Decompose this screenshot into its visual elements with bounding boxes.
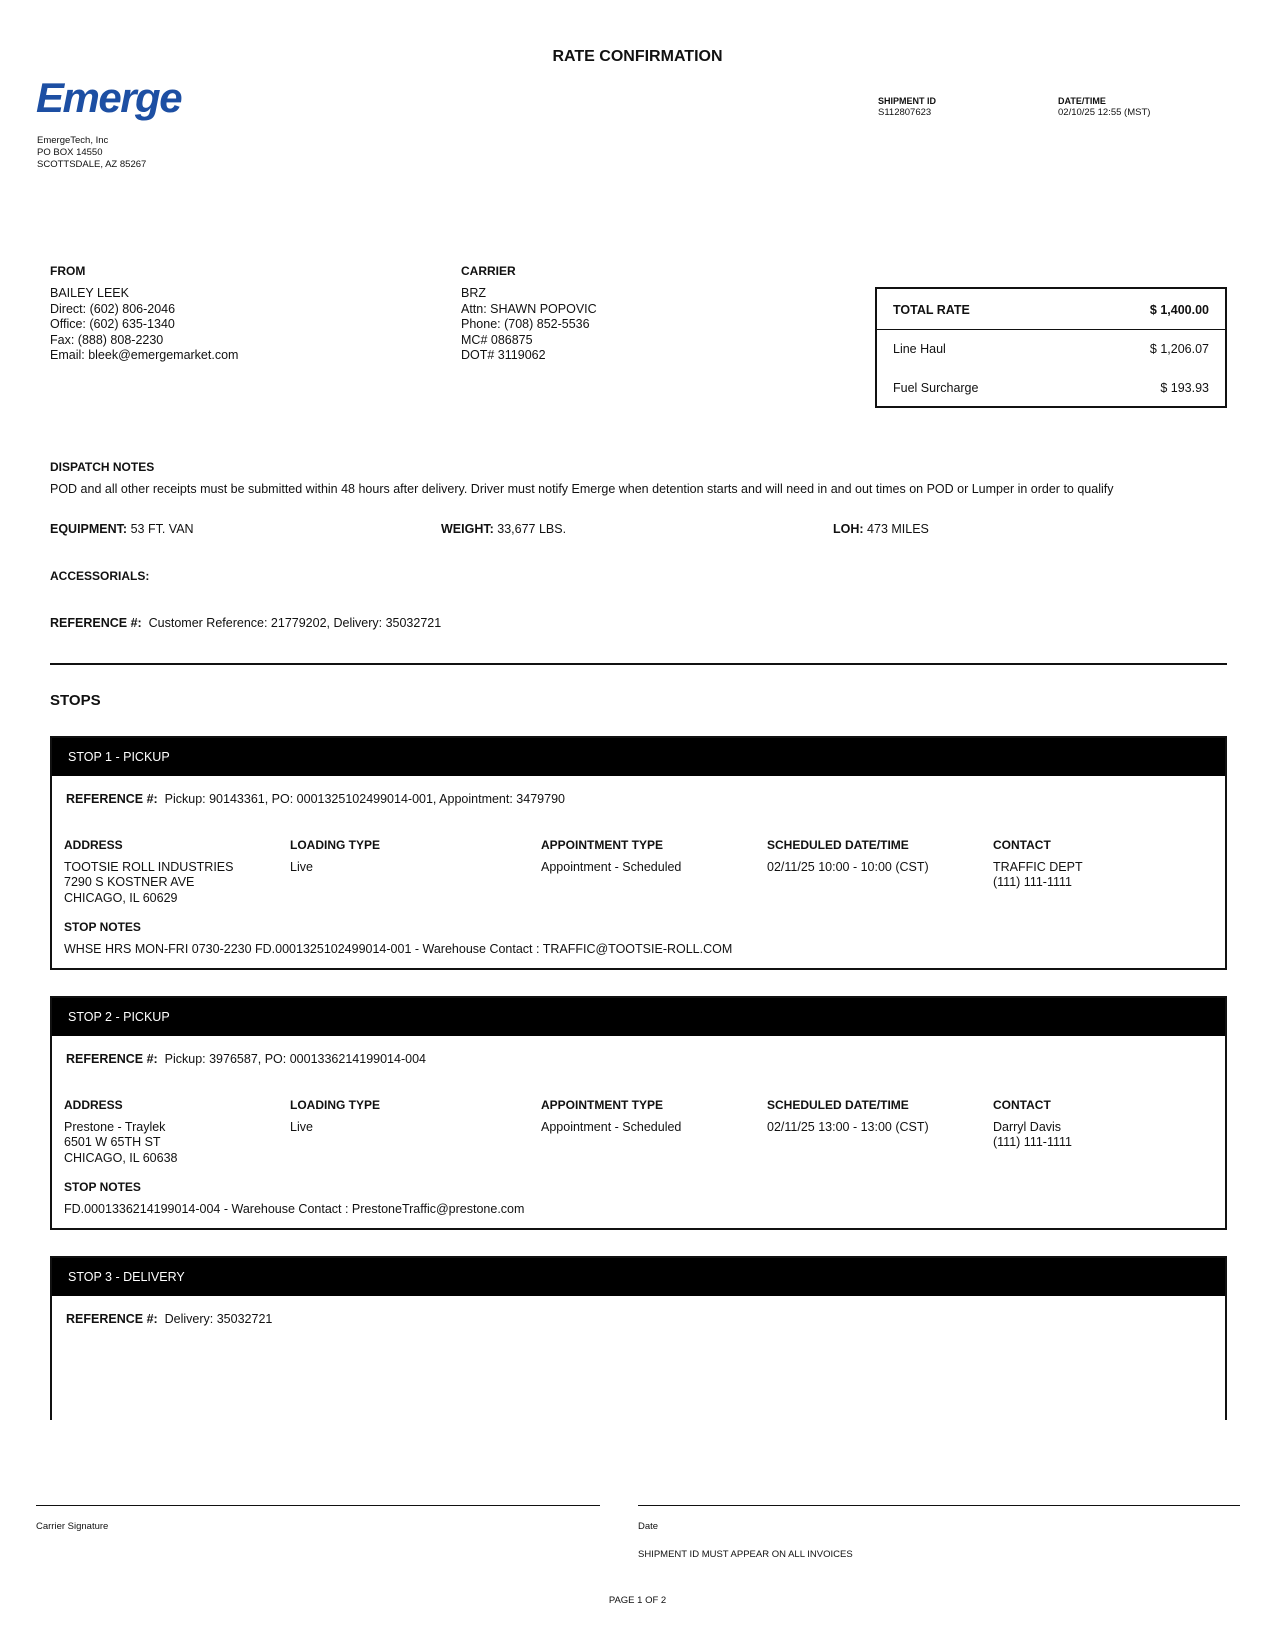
company-po-box: PO BOX 14550 bbox=[37, 147, 103, 158]
company-address bbox=[37, 135, 146, 171]
stop-1-reference bbox=[66, 792, 565, 808]
company-name: EmergeTech, Inc bbox=[37, 135, 109, 146]
stop-3-reference bbox=[66, 1312, 272, 1328]
stop-2-address-line3: CHICAGO, IL 60638 bbox=[64, 1150, 178, 1165]
weight-value: 33,677 LBS. bbox=[497, 522, 567, 536]
stop-3 bbox=[50, 1256, 1227, 1420]
loading-header: LOADING TYPE bbox=[290, 1098, 381, 1112]
address-header: ADDRESS bbox=[64, 1098, 123, 1112]
stop-1-scheduled-value: 02/11/25 10:00 - 10:00 (CST) bbox=[767, 859, 929, 874]
dispatch-notes bbox=[50, 460, 1230, 496]
carrier-phone: Phone: (708) 852-5536 bbox=[461, 317, 590, 331]
stop-1-contact-phone: (111) 111-1111 bbox=[993, 875, 1072, 889]
stop-2-contact-name: Darryl Davis bbox=[993, 1119, 1062, 1134]
company-city: SCOTTSDALE, AZ 85267 bbox=[37, 159, 147, 170]
document-title: RATE CONFIRMATION bbox=[552, 48, 723, 65]
line-haul-label: Line Haul bbox=[893, 342, 946, 356]
stop-2-contact-phone: (111) 111-1111 bbox=[993, 1135, 1072, 1149]
date-signature-line bbox=[638, 1505, 1240, 1506]
stop-1-loading bbox=[290, 838, 380, 875]
carrier-name: BRZ bbox=[461, 286, 486, 300]
stop-1-contact bbox=[993, 838, 1083, 891]
page-number: PAGE 1 OF 2 bbox=[608, 1595, 667, 1606]
from-label: FROM bbox=[50, 264, 86, 278]
company-logo: Emerge bbox=[36, 74, 182, 121]
stop-2-address-line2: 6501 W 65TH ST bbox=[64, 1135, 161, 1149]
stop-2-address bbox=[64, 1098, 177, 1166]
stop-1-appointment-value: Appointment - Scheduled bbox=[541, 859, 682, 874]
stop-2-notes-value: FD.0001336214199014-004 - Warehouse Contact : PrestoneTraffic@prestone.com bbox=[64, 1201, 525, 1216]
fuel-surcharge-label: Fuel Surcharge bbox=[893, 381, 979, 395]
stop-1-notes bbox=[64, 920, 732, 957]
stop-2-reference-value: Pickup: 3976587, PO: 0001336214199014-004 bbox=[164, 1052, 426, 1066]
stop-2-notes bbox=[64, 1180, 524, 1217]
total-rate-value: $ 1,400.00 bbox=[1149, 303, 1209, 317]
fuel-surcharge-value: $ 193.93 bbox=[1160, 381, 1209, 395]
appointment-header: APPOINTMENT TYPE bbox=[541, 838, 664, 852]
stop-notes-header: STOP NOTES bbox=[64, 920, 141, 934]
carrier-mc: MC# 086875 bbox=[461, 332, 533, 347]
equipment bbox=[50, 522, 194, 536]
stop-notes-header: STOP NOTES bbox=[64, 1180, 141, 1194]
from-name: BAILEY LEEK bbox=[50, 286, 129, 300]
loading-header: LOADING TYPE bbox=[290, 838, 381, 852]
stop-1 bbox=[50, 736, 1227, 970]
from-email: Email: bleek@emergemarket.com bbox=[50, 348, 239, 362]
line-haul-value: $ 1,206.07 bbox=[1149, 342, 1209, 356]
loh-value: 473 MILES bbox=[867, 522, 929, 536]
from-office: Office: (602) 635-1340 bbox=[50, 317, 175, 331]
scheduled-header: SCHEDULED DATE/TIME bbox=[767, 838, 909, 852]
equipment-label: EQUIPMENT: bbox=[50, 522, 128, 536]
line-haul-row bbox=[877, 342, 1225, 356]
carrier-attn: Attn: SHAWN POPOVIC bbox=[461, 301, 597, 316]
stop-1-contact-name: TRAFFIC DEPT bbox=[993, 859, 1083, 874]
stop-2-scheduled bbox=[767, 1098, 929, 1135]
stop-1-address-line2: 7290 S KOSTNER AVE bbox=[64, 875, 195, 889]
dispatch-text: POD and all other receipts must be submitted within 48 hours after delivery. Driver must notify Emerge when detention starts and will need in and out times on POD or Lumper in order to qualify bbox=[50, 482, 1114, 496]
weight-label: WEIGHT: bbox=[441, 522, 494, 536]
shipment-id-label: SHIPMENT ID bbox=[878, 96, 937, 106]
stop-2-scheduled-value: 02/11/25 13:00 - 13:00 (CST) bbox=[767, 1119, 929, 1134]
reference-label: REFERENCE #: bbox=[50, 616, 142, 630]
accessorials-label: ACCESSORIALS: bbox=[50, 569, 150, 583]
total-rate-label: TOTAL RATE bbox=[893, 303, 970, 317]
loh-label: LOH: bbox=[833, 522, 864, 536]
carrier-signature-label: Carrier Signature bbox=[36, 1521, 109, 1532]
loh bbox=[833, 522, 929, 536]
from-section bbox=[50, 264, 238, 364]
stop-3-header: STOP 3 - DELIVERY bbox=[52, 1258, 1225, 1296]
stop-2-header: STOP 2 - PICKUP bbox=[52, 998, 1225, 1036]
stop-1-scheduled bbox=[767, 838, 929, 875]
stop-1-notes-value: WHSE HRS MON-FRI 0730-2230 FD.0001325102499014-001 - Warehouse Contact : TRAFFIC@TOOTSIE-ROLL.COM bbox=[64, 941, 733, 956]
contact-header: CONTACT bbox=[993, 1098, 1051, 1112]
stop-ref-label: REFERENCE #: bbox=[66, 1052, 158, 1066]
fuel-surcharge-row bbox=[877, 381, 1225, 395]
contact-header: CONTACT bbox=[993, 838, 1051, 852]
stop-1-loading-value: Live bbox=[290, 859, 313, 874]
from-fax: Fax: (888) 808-2230 bbox=[50, 332, 164, 347]
weight bbox=[441, 522, 566, 536]
datetime-block bbox=[1058, 96, 1150, 118]
shipment-reference bbox=[50, 616, 441, 630]
stop-1-address-line1: TOOTSIE ROLL INDUSTRIES bbox=[64, 859, 234, 874]
stop-2-address-line1: Prestone - Traylek bbox=[64, 1119, 166, 1134]
stop-2-appointment bbox=[541, 1098, 681, 1135]
rate-box bbox=[875, 287, 1227, 408]
carrier-label: CARRIER bbox=[461, 264, 516, 278]
stop-3-reference-value: Delivery: 35032721 bbox=[164, 1312, 273, 1326]
carrier-section bbox=[461, 264, 597, 364]
stop-2-appointment-value: Appointment - Scheduled bbox=[541, 1119, 682, 1134]
carrier-dot: DOT# 3119062 bbox=[461, 348, 546, 362]
stop-1-address bbox=[64, 838, 233, 906]
stop-2 bbox=[50, 996, 1227, 1230]
stop-ref-label: REFERENCE #: bbox=[66, 792, 158, 806]
date-label: Date bbox=[638, 1521, 659, 1532]
reference-value: Customer Reference: 21779202, Delivery: 35032721 bbox=[148, 616, 442, 630]
section-divider bbox=[50, 663, 1227, 665]
stop-1-appointment bbox=[541, 838, 681, 875]
shipment-id-value: S112807623 bbox=[878, 107, 932, 118]
total-rate-row bbox=[877, 303, 1225, 317]
carrier-signature-line bbox=[36, 1505, 600, 1506]
appointment-header: APPOINTMENT TYPE bbox=[541, 1098, 664, 1112]
stop-2-reference bbox=[66, 1052, 426, 1068]
datetime-value: 02/10/25 12:55 (MST) bbox=[1058, 107, 1151, 118]
from-direct: Direct: (602) 806-2046 bbox=[50, 301, 176, 316]
stop-ref-label: REFERENCE #: bbox=[66, 1312, 158, 1326]
shipment-id-block bbox=[878, 96, 936, 118]
stop-2-loading bbox=[290, 1098, 380, 1135]
stop-1-address-line3: CHICAGO, IL 60629 bbox=[64, 890, 178, 905]
invoice-note: SHIPMENT ID MUST APPEAR ON ALL INVOICES bbox=[638, 1549, 853, 1560]
equipment-value: 53 FT. VAN bbox=[130, 522, 194, 536]
stops-heading: STOPS bbox=[50, 692, 101, 709]
rate-divider bbox=[877, 329, 1225, 330]
from-details bbox=[50, 286, 238, 364]
address-header: ADDRESS bbox=[64, 838, 123, 852]
stop-2-loading-value: Live bbox=[290, 1119, 313, 1134]
scheduled-header: SCHEDULED DATE/TIME bbox=[767, 1098, 909, 1112]
stop-1-reference-value: Pickup: 90143361, PO: 0001325102499014-001, Appointment: 3479790 bbox=[164, 792, 565, 806]
stop-2-contact bbox=[993, 1098, 1072, 1151]
dispatch-label: DISPATCH NOTES bbox=[50, 460, 155, 474]
datetime-label: DATE/TIME bbox=[1058, 96, 1106, 106]
carrier-details bbox=[461, 286, 597, 364]
stop-1-header: STOP 1 - PICKUP bbox=[52, 738, 1225, 776]
